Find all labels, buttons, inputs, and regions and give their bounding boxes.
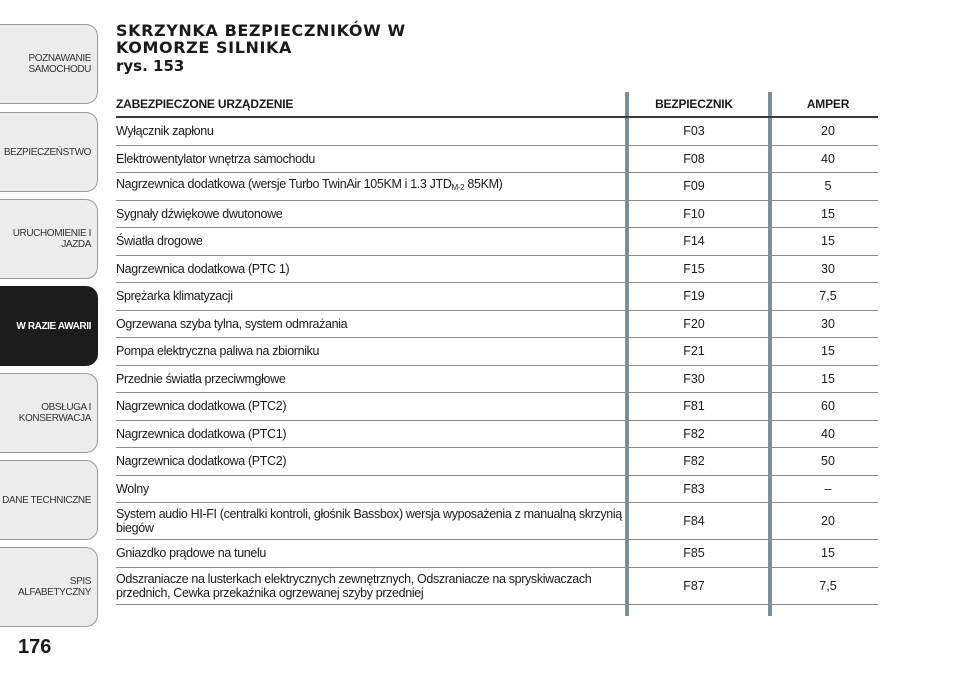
- cell-fuse: F21: [683, 344, 705, 359]
- cell-device: Nagrzewnica dodatkowa (wersje Turbo TwinAir 105KM i 1.3 $JTD_{M-2}$ 85KM): [116, 177, 503, 193]
- table-row: [116, 448, 878, 476]
- tab-label: BEZPIECZEŃSTWO: [3, 146, 91, 158]
- cell-device: Pompa elektryczna paliwa na zbiorniku: [116, 344, 320, 359]
- table-row: [116, 146, 878, 174]
- table-row: [116, 393, 878, 421]
- cell-amper: 20: [821, 124, 835, 139]
- table-row: [116, 568, 878, 605]
- header-fuse: BEZPIECZNIK: [655, 97, 733, 111]
- page-number: 176: [18, 636, 52, 658]
- cell-device: Nagrzewnica dodatkowa (PTC1): [116, 426, 287, 441]
- table-row: [116, 338, 878, 366]
- tab-bezpieczenstwo[interactable]: [0, 112, 98, 192]
- section-heading: [116, 22, 406, 75]
- cell-amper: 5: [824, 179, 832, 194]
- table-row: [116, 256, 878, 284]
- cell-device: Nagrzewnica dodatkowa (PTC 1): [116, 261, 290, 276]
- cell-fuse: F83: [683, 481, 705, 496]
- tab-dane-techniczne[interactable]: [0, 460, 98, 540]
- cell-amper: 40: [821, 426, 835, 441]
- cell-amper: 7,5: [819, 289, 837, 304]
- cell-amper: 15: [821, 546, 835, 561]
- tab-poznawanie-samochodu[interactable]: [0, 24, 98, 104]
- cell-fuse: F03: [683, 124, 705, 139]
- cell-device: Wolny: [116, 481, 149, 496]
- cell-fuse: F81: [683, 399, 705, 414]
- table-row: [116, 366, 878, 394]
- cell-fuse: F82: [683, 454, 705, 469]
- table-body: [116, 118, 878, 605]
- table-header: [116, 92, 878, 118]
- cell-fuse: F10: [683, 206, 705, 221]
- cell-amper: 50: [821, 454, 835, 469]
- cell-fuse: F30: [683, 371, 705, 386]
- header-device: ZABEZPIECZONE URZĄDZENIE: [116, 97, 294, 111]
- cell-amper: 15: [821, 344, 835, 359]
- cell-device: Nagrzewnica dodatkowa (PTC2): [116, 454, 287, 469]
- table-row: [116, 421, 878, 449]
- heading-line-1: SKRZYNKA BEZPIECZNIKÓW W: [116, 21, 406, 40]
- cell-amper: –: [824, 481, 832, 496]
- cell-amper: 15: [821, 206, 835, 221]
- tab-uruchomienie-i-jazda[interactable]: [0, 199, 98, 279]
- cell-amper: 40: [821, 151, 835, 166]
- tab-spis-alfabetyczny[interactable]: [0, 547, 98, 627]
- cell-fuse: F85: [683, 546, 705, 561]
- cell-device: Odszraniacze na lusterkach elektrycznych zewnętrznych, Odszraniacze na spryskiwaczach przednich, Cewka przekaźnika ogrzewanej szyby przedniej: [116, 571, 592, 600]
- tab-obsluga-i-konserwacja[interactable]: [0, 373, 98, 453]
- heading-line-2: KOMORZE SILNIKA: [116, 38, 293, 57]
- cell-device: Przednie światła przeciwmgłowe: [116, 371, 286, 386]
- cell-amper: 20: [821, 514, 835, 528]
- cell-device: Światła drogowe: [116, 234, 203, 249]
- table-row: [116, 173, 878, 201]
- cell-fuse: F87: [683, 578, 705, 593]
- table-row: [116, 540, 878, 568]
- cell-device: Elektrowentylator wnętrza samochodu: [116, 151, 315, 166]
- cell-fuse: F20: [683, 316, 705, 331]
- cell-fuse: F15: [683, 261, 705, 276]
- table-row: [116, 118, 878, 146]
- tab-label: OBSŁUGA I KONSERWACJA: [18, 402, 91, 424]
- table-row: [116, 283, 878, 311]
- cell-amper: 60: [821, 399, 835, 414]
- table-row: [116, 476, 878, 504]
- cell-amper: 30: [821, 316, 835, 331]
- tab-label: SPIS ALFABETYCZNY: [18, 576, 91, 598]
- table-row: [116, 228, 878, 256]
- cell-fuse: F84: [683, 514, 705, 528]
- tab-w-razie-awarii[interactable]: [0, 286, 98, 366]
- cell-fuse: F09: [683, 179, 705, 194]
- cell-fuse: F82: [683, 426, 705, 441]
- fuse-table: [116, 92, 878, 605]
- table-row: [116, 201, 878, 229]
- table-row: [116, 503, 878, 540]
- table-row: [116, 311, 878, 339]
- cell-fuse: F14: [683, 234, 705, 249]
- cell-amper: 30: [821, 261, 835, 276]
- tab-label: URUCHOMIENIE I JAZDA: [12, 228, 91, 250]
- cell-device: Wyłącznik zapłonu: [116, 124, 214, 139]
- cell-device: Sygnały dźwiękowe dwutonowe: [116, 206, 283, 221]
- cell-amper: 7,5: [819, 578, 837, 593]
- cell-fuse: F08: [683, 151, 705, 166]
- tab-label: POZNAWANIE SAMOCHODU: [28, 53, 91, 75]
- cell-device: Ogrzewana szyba tylna, system odmrażania: [116, 316, 348, 331]
- tab-label: W RAZIE AWARII: [16, 320, 91, 332]
- cell-device: System audio HI-FI (centralki kontroli, głośnik Bassbox) wersja wyposażenia z manualną skrzynią biegów: [116, 507, 622, 535]
- cell-amper: 15: [821, 234, 835, 249]
- cell-amper: 15: [821, 371, 835, 386]
- cell-device: Gniazdko prądowe na tunelu: [116, 546, 267, 561]
- cell-device-subscript: M-2: [451, 183, 465, 193]
- cell-fuse: F19: [683, 289, 705, 304]
- cell-device: Nagrzewnica dodatkowa (PTC2): [116, 399, 287, 414]
- figure-reference: rys. 153: [116, 57, 185, 75]
- tab-label: DANE TECHNICZNE: [2, 494, 91, 506]
- cell-device: Sprężarka klimatyzacji: [116, 289, 233, 304]
- header-amper: AMPER: [806, 97, 850, 111]
